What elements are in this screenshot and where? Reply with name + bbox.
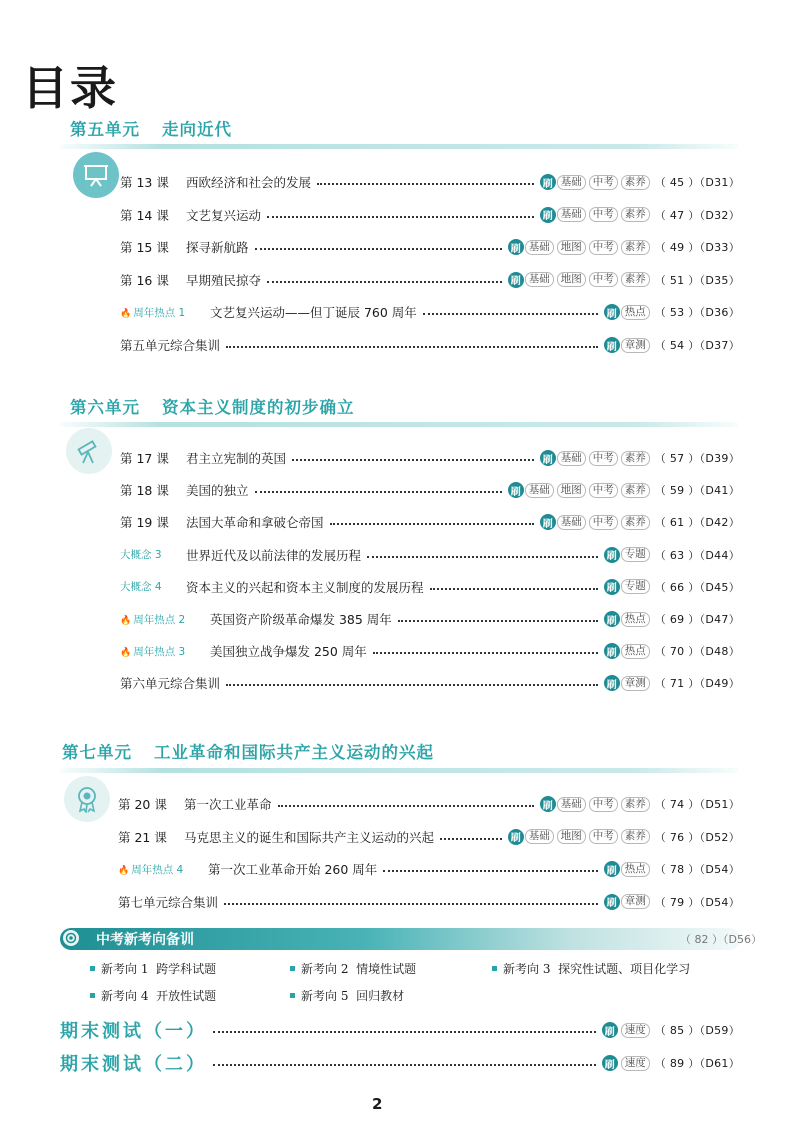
tag-group [604, 611, 650, 627]
brush-badge-icon: 刷 [604, 675, 620, 691]
toc-title: 第七单元综合集训 [118, 894, 219, 910]
page-ref: （ 61 ）（D42） [654, 516, 740, 530]
page-number: 2 [372, 1095, 383, 1113]
tag-chip: 章测 [621, 676, 650, 691]
tag-chip: 素养 [621, 515, 650, 530]
tag-chip: 基础 [557, 207, 586, 222]
tag-chip: 热点 [621, 644, 650, 659]
toc-title: 探寻新航路 [186, 240, 249, 256]
tag-group [604, 675, 650, 691]
lesson-number: 第 16 课 [120, 272, 169, 288]
tag-chip: 素养 [621, 483, 650, 498]
special-banner-title: 中考新考向备训 [96, 932, 194, 948]
tag-group [604, 643, 650, 659]
toc-row[interactable] [120, 335, 740, 355]
tag-chip: 基础 [557, 797, 586, 812]
tag-chip: 专题 [621, 547, 650, 562]
flame-icon: 🔥 [118, 865, 130, 876]
tag-chip: 基础 [557, 451, 586, 466]
toc-title: 英国资产阶级革命爆发 385 周年 [210, 612, 392, 627]
flame-icon: 🔥 [120, 647, 132, 658]
telescope-icon [66, 428, 112, 474]
page-ref: （ 57 ）（D39） [654, 452, 740, 465]
page-ref: （ 70 ）（D48） [654, 645, 740, 659]
tag-chip: 地图 [557, 483, 586, 498]
tag-chip: 中考 [589, 829, 618, 844]
direction-item-4: 新考向 4 开放性试题 [90, 987, 216, 1004]
tag-chip: 中考 [589, 451, 618, 466]
tag-chip: 章测 [621, 338, 650, 353]
direction-item-1: 新考向 1 跨学科试题 [90, 960, 216, 977]
leader-dots [267, 216, 534, 218]
toc-title: 世界近代及以前法律的发展历程 [186, 547, 362, 563]
brush-badge-icon: 刷 [540, 174, 556, 190]
brush-badge-icon: 刷 [604, 611, 620, 627]
tag-group [540, 207, 650, 223]
hotspot-label: 🔥 周年热点 1 [120, 306, 186, 319]
tag-chip: 地图 [557, 272, 586, 287]
unit-subtitle: 走向近代 [162, 120, 232, 139]
page-title: 目录 [22, 61, 118, 115]
final-test-title: 期末测试（一） [60, 1021, 207, 1042]
tag-group [508, 829, 650, 845]
tag-group [540, 450, 650, 466]
page-ref: （ 78 ）（D54） [654, 863, 740, 877]
toc-row[interactable] [118, 859, 740, 879]
flame-icon: 🔥 [120, 308, 132, 319]
toc-row[interactable] [120, 172, 740, 192]
toc-title: 法国大革命和拿破仑帝国 [186, 515, 324, 531]
leader-dots [213, 1031, 596, 1033]
toc-title: 君主立宪制的英国 [186, 451, 287, 466]
tag-chip: 素养 [621, 829, 650, 844]
leader-dots [255, 248, 502, 250]
tag-chip: 专题 [621, 579, 650, 594]
brush-badge-icon: 刷 [604, 547, 620, 563]
unit-number: 第七单元 [62, 743, 132, 762]
toc-title: 第五单元综合集训 [120, 338, 221, 353]
tag-chip: 地图 [557, 829, 586, 844]
toc-row[interactable] [118, 794, 740, 814]
toc-row[interactable] [120, 205, 740, 225]
direction-item-5: 新考向 5 回归教材 [290, 987, 404, 1004]
toc-row[interactable] [120, 237, 740, 257]
tag-chip: 素养 [621, 451, 650, 466]
tag-chip: 热点 [621, 305, 650, 320]
tag-group [604, 894, 650, 910]
tag-chip: 中考 [589, 515, 618, 530]
page-ref: （ 47 ）（D32） [654, 208, 740, 222]
tag-group [540, 796, 650, 812]
toc-title: 第六单元综合集训 [120, 676, 221, 692]
leader-dots [330, 523, 534, 525]
toc-row[interactable] [120, 512, 740, 532]
toc-title: 美国独立战争爆发 250 周年 [210, 644, 367, 660]
leader-dots [224, 903, 598, 905]
tag-group [540, 514, 650, 530]
leader-dots [383, 870, 597, 872]
toc-row[interactable] [120, 577, 740, 597]
big-concept-label: 大概念 4 [120, 581, 162, 594]
flame-icon: 🔥 [120, 615, 132, 626]
tag-chip: 中考 [589, 175, 618, 190]
leader-dots [317, 183, 534, 185]
unit-number: 第五单元 [70, 120, 140, 139]
brush-badge-icon: 刷 [508, 482, 524, 498]
leader-dots [423, 313, 598, 315]
brush-badge-icon: 刷 [602, 1022, 618, 1038]
leader-dots [367, 556, 598, 558]
medal-icon [64, 776, 110, 822]
brush-badge-icon: 刷 [604, 579, 620, 595]
page-ref: （ 89 ）（D61） [654, 1057, 740, 1070]
unit-divider [60, 768, 738, 773]
leader-dots [278, 805, 534, 807]
tag-chip: 中考 [589, 272, 618, 287]
lesson-number: 第 17 课 [120, 451, 169, 466]
page-ref: （ 76 ）（D52） [654, 830, 740, 844]
tag-chip: 素养 [621, 272, 650, 287]
tag-group [508, 239, 650, 255]
lesson-number: 第 21 课 [118, 829, 167, 845]
tag-chip: 素养 [621, 207, 650, 222]
hotspot-label: 🔥 周年热点 3 [120, 645, 186, 658]
unit-heading-5 [70, 116, 232, 140]
unit-number: 第六单元 [70, 398, 140, 417]
leader-dots [373, 652, 598, 654]
leader-dots [226, 684, 598, 686]
toc-row[interactable] [120, 302, 740, 322]
award-circle-icon [63, 930, 79, 946]
tag-chip: 素养 [621, 175, 650, 190]
toc-title: 早期殖民掠夺 [186, 272, 262, 288]
toc-row[interactable] [120, 545, 740, 565]
brush-badge-icon: 刷 [604, 304, 620, 320]
tag-chip: 速度 [621, 1056, 650, 1071]
presentation-board-icon [73, 152, 119, 198]
brush-badge-icon: 刷 [540, 796, 556, 812]
tag-group [508, 482, 650, 498]
tag-chip: 基础 [525, 272, 554, 287]
leader-dots [292, 459, 534, 461]
direction-item-2: 新考向 2 情境性试题 [290, 960, 416, 977]
toc-row[interactable] [120, 270, 740, 290]
brush-badge-icon: 刷 [540, 514, 556, 530]
brush-badge-icon: 刷 [508, 239, 524, 255]
tag-group [540, 174, 650, 190]
hotspot-label: 🔥 周年热点 4 [118, 863, 184, 876]
tag-chip: 基础 [557, 175, 586, 190]
page-ref: （ 66 ）（D45） [654, 580, 740, 594]
unit-heading-7 [62, 739, 434, 763]
special-banner-page: （ 82 ）（D56） [680, 933, 762, 946]
brush-badge-icon: 刷 [604, 337, 620, 353]
toc-title: 资本主义的兴起和资本主义制度的发展历程 [186, 579, 424, 595]
toc-row[interactable] [120, 480, 740, 500]
page-ref: （ 49 ）（D33） [654, 241, 740, 255]
brush-badge-icon: 刷 [508, 829, 524, 845]
brush-badge-icon: 刷 [604, 861, 620, 877]
page-ref: （ 71 ）（D49） [654, 677, 740, 691]
leader-dots [440, 838, 502, 840]
unit-heading-6 [70, 394, 355, 418]
toc-row[interactable] [120, 609, 740, 629]
brush-badge-icon: 刷 [508, 272, 524, 288]
leader-dots [213, 1064, 596, 1066]
page-ref: （ 69 ）（D47） [654, 613, 740, 626]
leader-dots [430, 588, 598, 590]
page-ref: （ 51 ）（D35） [654, 273, 740, 287]
brush-badge-icon: 刷 [604, 894, 620, 910]
page-ref: （ 45 ）（D31） [654, 176, 740, 189]
page-ref: （ 63 ）（D44） [654, 548, 740, 562]
toc-title: 文艺复兴运动 [186, 207, 262, 223]
lesson-number: 第 19 课 [120, 515, 169, 531]
lesson-number: 第 20 课 [118, 797, 167, 812]
tag-chip: 热点 [621, 862, 650, 877]
lesson-number: 第 13 课 [120, 175, 169, 190]
direction-item-3: 新考向 3 探究性试题、项目化学习 [492, 960, 690, 977]
tag-chip: 基础 [525, 483, 554, 498]
tag-group [604, 547, 650, 563]
page-ref: （ 74 ）（D51） [654, 798, 740, 811]
tag-group [508, 272, 650, 288]
unit-divider [60, 422, 738, 427]
toc-row[interactable] [120, 448, 740, 468]
tag-chip: 速度 [621, 1023, 650, 1038]
tag-chip: 基础 [525, 240, 554, 255]
page-ref: （ 53 ）（D36） [654, 306, 740, 320]
lesson-number: 第 18 课 [120, 483, 169, 499]
page-ref: （ 85 ）（D59） [654, 1024, 740, 1037]
final-test-title: 期末测试（二） [60, 1054, 207, 1075]
brush-badge-icon: 刷 [602, 1055, 618, 1071]
big-concept-label: 大概念 3 [120, 549, 162, 562]
toc-title: 第一次工业革命 [184, 797, 272, 812]
final-test-row-2[interactable] [60, 1052, 740, 1074]
tag-group [604, 579, 650, 595]
brush-badge-icon: 刷 [540, 450, 556, 466]
toc-title: 美国的独立 [186, 483, 249, 499]
toc-title: 第一次工业革命开始 260 周年 [208, 862, 378, 878]
hotspot-label: 🔥 周年热点 2 [120, 613, 186, 626]
toc-row[interactable] [120, 673, 740, 693]
tag-chip: 基础 [525, 829, 554, 844]
tag-chip: 素养 [621, 240, 650, 255]
toc-title: 西欧经济和社会的发展 [186, 175, 312, 190]
tag-chip: 地图 [557, 240, 586, 255]
tag-group [604, 861, 650, 877]
tag-chip: 中考 [589, 797, 618, 812]
page-ref: （ 54 ）（D37） [654, 339, 740, 352]
tag-chip: 中考 [589, 240, 618, 255]
toc-title: 文艺复兴运动——但丁诞辰 760 周年 [210, 305, 417, 321]
leader-dots [398, 620, 598, 622]
page-ref: （ 79 ）（D54） [654, 895, 740, 909]
final-test-row-1[interactable] [60, 1019, 740, 1041]
tag-chip: 章测 [621, 894, 650, 909]
brush-badge-icon: 刷 [540, 207, 556, 223]
page-ref: （ 59 ）（D41） [654, 484, 740, 498]
tag-group [604, 304, 650, 320]
toc-row[interactable] [120, 641, 740, 661]
tag-chip: 热点 [621, 612, 650, 627]
unit-divider [60, 144, 738, 149]
lesson-number: 第 14 课 [120, 207, 169, 223]
tag-chip: 中考 [589, 207, 618, 222]
lesson-number: 第 15 课 [120, 240, 169, 256]
toc-title: 马克思主义的诞生和国际共产主义运动的兴起 [184, 829, 435, 845]
toc-row[interactable] [118, 827, 740, 847]
brush-badge-icon: 刷 [604, 643, 620, 659]
toc-row[interactable] [118, 892, 740, 912]
tag-chip: 中考 [589, 483, 618, 498]
unit-subtitle: 资本主义制度的初步确立 [162, 398, 355, 417]
unit-subtitle: 工业革命和国际共产主义运动的兴起 [154, 743, 434, 762]
leader-dots [255, 491, 502, 493]
tag-group [604, 337, 650, 353]
tag-chip: 基础 [557, 515, 586, 530]
leader-dots [226, 346, 598, 348]
tag-chip: 素养 [621, 797, 650, 812]
leader-dots [267, 281, 502, 283]
